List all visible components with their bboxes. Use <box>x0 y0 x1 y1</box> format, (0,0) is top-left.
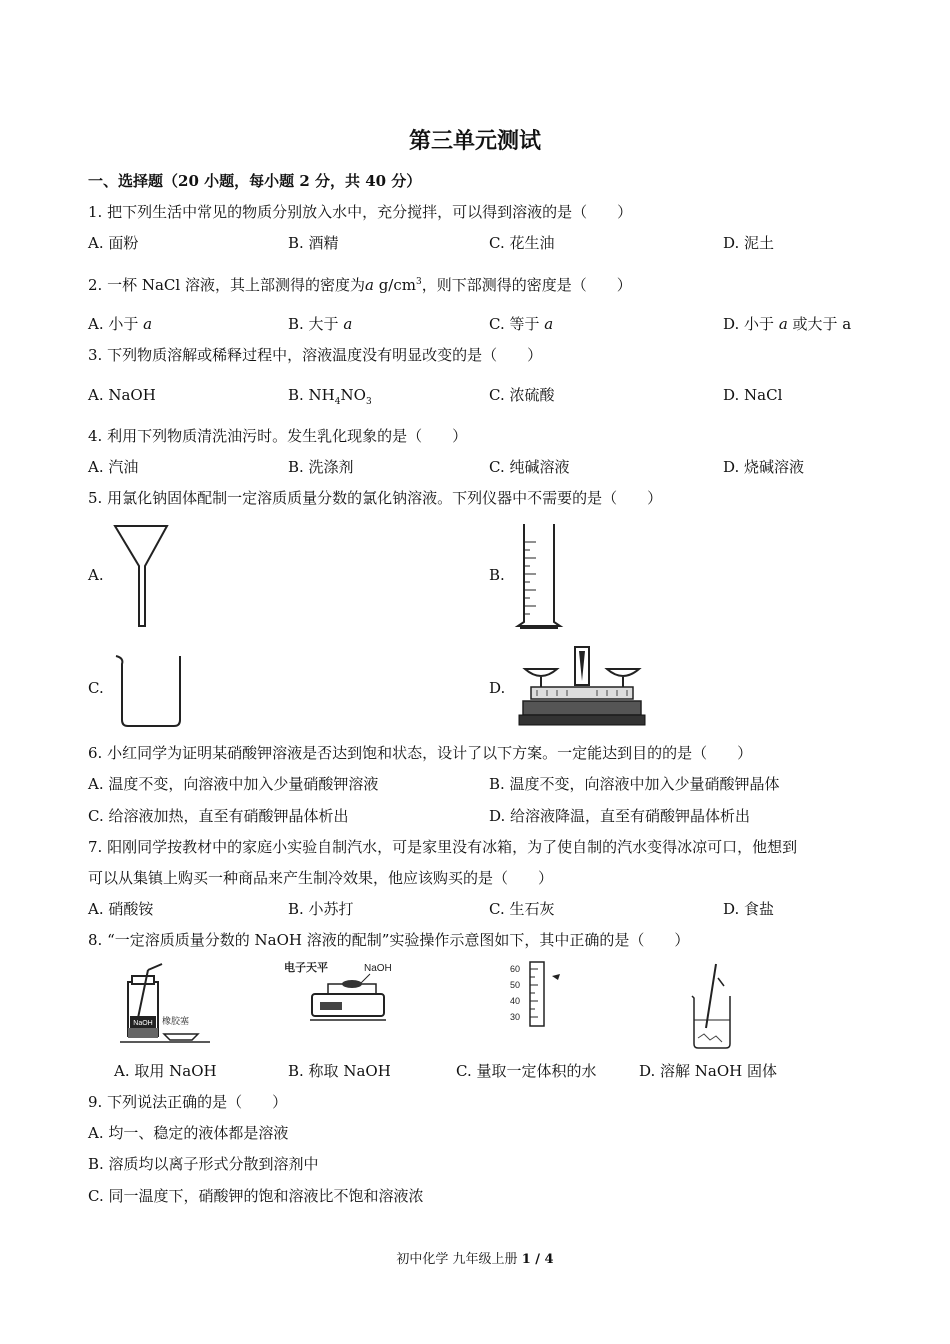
question-7-option-b: B. 小苏打 <box>288 900 354 918</box>
question-9-option-c: C. 同一温度下，硝酸钾的饱和溶液比不饱和溶液浓 <box>88 1187 424 1205</box>
question-2-option-b <box>288 314 352 334</box>
question-2-stem <box>88 272 632 295</box>
question-7-option-c: C. 生石灰 <box>489 900 555 918</box>
q2-stem-pre: 2. 一杯 NaCl 溶液，其上部测得的密度为 <box>88 276 365 294</box>
question-5-option-b: B. <box>489 566 505 584</box>
dissolving-beaker-figure <box>688 962 738 1054</box>
question-3-option-c: C. 浓硫酸 <box>489 386 555 404</box>
fig-c-tick-1: 50 <box>510 980 521 990</box>
q2-a-var: a <box>143 315 153 333</box>
q3-b-pre: B. NH <box>288 386 335 404</box>
q3-b-sub1: 4 <box>334 397 341 407</box>
q2-stem-post: ，则下部测得的密度是（ ） <box>421 276 632 294</box>
q2-c-text: C. 等于 <box>489 315 540 333</box>
page-title: 第三单元测试 <box>408 129 541 154</box>
question-1-option-d: D. 泥土 <box>723 234 775 252</box>
question-9-stem: 9. 下列说法正确的是（ ） <box>88 1093 288 1111</box>
question-4-stem: 4. 利用下列物质清洗油污时。发生乳化现象的是（ ） <box>88 427 468 445</box>
question-7-stem-line-1: 7. 阳刚同学按教材中的家庭小实验自制汽水，可是家里没有冰箱，为了使自制的汽水变得冰凉可口，他想到 <box>88 838 798 856</box>
q2-b-var: a <box>343 315 353 333</box>
question-8-option-b: B. 称取 NaOH <box>288 1062 391 1080</box>
naoh-bottle-figure <box>116 962 214 1052</box>
q2-c-var: a <box>544 315 554 333</box>
q2-d-var: a <box>778 315 788 333</box>
footer-text: 初中化学 九年级上册 <box>396 1252 522 1267</box>
question-1-stem: 1. 把下列生活中常见的物质分别放入水中，充分搅拌，可以得到溶液的是（ ） <box>88 203 633 221</box>
electronic-balance-figure <box>282 958 402 1026</box>
balance-scale-figure <box>517 643 647 727</box>
question-2-option-c <box>489 314 553 334</box>
question-7-stem-line-2: 可以从集镇上购买一种商品来产生制冷效果，他应该购买的是（ ） <box>88 869 554 887</box>
q2-b-text: B. 大于 <box>288 315 339 333</box>
q3-b-sub2: 3 <box>365 397 372 407</box>
question-7-option-d: D. 食盐 <box>723 900 775 918</box>
fig-c-tick-3: 30 <box>510 1012 521 1022</box>
section-heading: 一、选择题（20 小题，每小题 2 分，共 40 分） <box>88 172 422 190</box>
graduated-cylinder-figure <box>514 522 564 632</box>
q2-stem-unit: g/cm <box>373 276 416 294</box>
question-6-option-d: D. 给溶液降温，直至有硝酸钾晶体析出 <box>489 807 751 825</box>
fig-a-stopper-label: 橡胶塞 <box>162 1017 190 1027</box>
q2-stem-var: a <box>364 276 374 294</box>
question-3-option-b <box>288 385 372 412</box>
fig-b-scale-label: 电子天平 <box>284 961 328 974</box>
question-6-option-a: A. 温度不变，向溶液中加入少量硝酸钾溶液 <box>88 775 379 793</box>
question-8-option-d: D. 溶解 NaOH 固体 <box>639 1062 778 1080</box>
question-5-option-d: D. <box>489 679 506 697</box>
funnel-figure <box>112 524 172 628</box>
q2-d-text: D. 小于 <box>723 315 775 333</box>
question-6-stem: 6. 小红同学为证明某硝酸钾溶液是否达到饱和状态，设计了以下方案。一定能达到目的的是（ ） <box>88 744 753 762</box>
q2-stem-sup: 3 <box>415 277 422 287</box>
q2-d-post: 或大于 a <box>787 315 852 333</box>
question-1-option-c: C. 花生油 <box>489 234 555 252</box>
question-5-option-a: A. <box>88 566 104 584</box>
question-2-option-a <box>88 314 152 334</box>
question-7-option-a: A. 硝酸铵 <box>88 900 154 918</box>
fig-a-bottle-label: NaOH <box>133 1020 153 1027</box>
fig-c-tick-0: 60 <box>510 964 521 974</box>
question-4-option-b: B. 洗涤剂 <box>288 458 354 476</box>
question-6-option-c: C. 给溶液加热，直至有硝酸钾晶体析出 <box>88 807 349 825</box>
q3-b-mid: NO <box>340 386 366 404</box>
q2-a-text: A. 小于 <box>88 315 139 333</box>
question-4-option-d: D. 烧碱溶液 <box>723 458 805 476</box>
question-9-option-a: A. 均一、稳定的液体都是溶液 <box>88 1124 289 1142</box>
question-3-option-a: A. NaOH <box>88 386 156 404</box>
question-9-option-b: B. 溶质均以离子形式分散到溶剂中 <box>88 1155 319 1173</box>
question-3-option-d: D. NaCl <box>723 386 783 404</box>
question-8-option-c: C. 量取一定体积的水 <box>456 1062 597 1080</box>
page-footer <box>0 1248 950 1267</box>
question-6-option-b: B. 温度不变，向溶液中加入少量硝酸钾晶体 <box>489 775 780 793</box>
question-2-option-d <box>723 314 851 334</box>
question-4-option-a: A. 汽油 <box>88 458 139 476</box>
beaker-figure <box>112 654 184 730</box>
fig-c-tick-2: 40 <box>510 996 521 1006</box>
question-8-stem: 8. “一定溶质质量分数的 NaOH 溶液的配制”实验操作示意图如下，其中正确的是（ ） <box>88 931 690 949</box>
fig-b-naoh-label: NaOH <box>364 963 392 974</box>
question-8-option-a: A. 取用 NaOH <box>114 1062 217 1080</box>
question-3-stem: 3. 下列物质溶解或稀释过程中，溶液温度没有明显改变的是（ ） <box>88 346 543 364</box>
footer-page-number: 1 / 4 <box>521 1252 554 1267</box>
question-1-option-b: B. 酒精 <box>288 234 339 252</box>
question-5-stem: 5. 用氯化钠固体配制一定溶质质量分数的氯化钠溶液。下列仪器中不需要的是（ ） <box>88 489 663 507</box>
cylinder-reading-figure <box>508 960 568 1028</box>
question-1-option-a: A. 面粉 <box>88 234 139 252</box>
question-4-option-c: C. 纯碱溶液 <box>489 458 570 476</box>
question-5-option-c: C. <box>88 679 104 697</box>
